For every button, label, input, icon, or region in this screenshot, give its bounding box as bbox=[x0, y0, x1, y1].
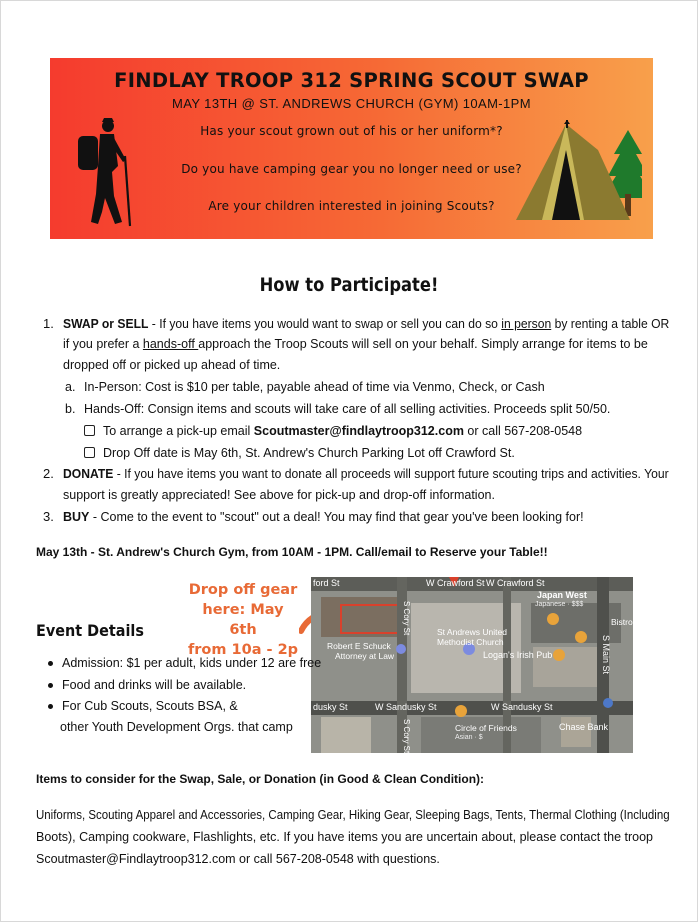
dropoff-text: Drop Off date is May 6th, St. Andrew's Church Parking Lot off Crawford St. bbox=[103, 446, 515, 460]
scoutmaster-email[interactable]: Scoutmaster@findlaytroop312.com bbox=[253, 424, 464, 438]
dropoff-line bbox=[84, 442, 515, 464]
map-label-crawford-2: W Crawford St bbox=[486, 578, 545, 588]
event-details-heading: Event Details bbox=[36, 621, 144, 640]
orgs-text: For Cub Scouts, Scouts BSA, & bbox=[62, 699, 238, 713]
event-date-line: May 13th - St. Andrew's Church Gym, from 10AM - 1PM. Call/email to Reserve your Table!! bbox=[36, 545, 548, 559]
item-3-text: - Come to the event to "scout" out a deal! You may find that gear you've been looking for! bbox=[89, 510, 584, 524]
subitem-b-text: Hands-Off: Consign items and scouts will take care of all selling activities. Proceeds split 50/50. bbox=[84, 402, 611, 416]
item-1-text-b: by renting a table OR bbox=[551, 317, 670, 331]
admission-text: Admission: $1 per adult, kids under 12 are free bbox=[62, 656, 322, 670]
item-2-line-1 bbox=[63, 463, 669, 485]
tent-icon bbox=[512, 120, 642, 228]
map-place-circle-type: Asian · $ bbox=[455, 734, 483, 741]
item-1-number: 1. bbox=[43, 316, 54, 331]
item-1-text-a: - If you have items you would want to swap or sell you can do so bbox=[148, 317, 502, 331]
bullet-orgs bbox=[49, 696, 238, 716]
map-place-bistro: Bistro bbox=[611, 617, 633, 627]
map-label-main-st: S Main St bbox=[601, 635, 611, 675]
location-map[interactable] bbox=[311, 577, 633, 753]
item-2-text: - If you have items you want to donate all proceeds will support future scouting trips and activities. Your bbox=[113, 467, 669, 481]
map-place-japan-west: Japan West bbox=[537, 590, 587, 600]
subitem-a-text: In-Person: Cost is $10 per table, payable ahead of time via Venmo, Check, or Cash bbox=[84, 380, 545, 394]
map-label-cory-st-2: S Cory St bbox=[402, 719, 411, 753]
map-place-logans: Logan's Irish Pub bbox=[483, 650, 553, 660]
item-3-line-1 bbox=[63, 506, 584, 528]
hiker-icon bbox=[68, 116, 138, 228]
pickup-text: To arrange a pick-up email bbox=[103, 424, 254, 438]
item-3-title: BUY bbox=[63, 510, 90, 524]
dropoff-checkbox[interactable] bbox=[84, 447, 95, 458]
map-label-sandusky-3: W Sandusky St bbox=[491, 702, 553, 712]
banner-question-gear: Do you have camping gear you no longer need or use? bbox=[181, 162, 522, 176]
how-to-participate-heading: How to Participate! bbox=[259, 274, 439, 296]
item-2-number: 2. bbox=[43, 466, 54, 481]
item-2-line-2: support is greatly appreciated! See above for pick-up and drop-off information. bbox=[63, 488, 495, 502]
map-label-cory-st-1: S Cory St bbox=[402, 601, 411, 636]
pickup-phone: or call 567-208-0548 bbox=[463, 424, 583, 438]
map-place-chase-bank: Chase Bank bbox=[559, 722, 609, 732]
map-place-japan-west-type: Japanese · $$$ bbox=[535, 601, 584, 608]
banner-question-joining: Are your children interested in joining Scouts? bbox=[208, 199, 495, 213]
map-label-sandusky-2: W Sandusky St bbox=[375, 702, 437, 712]
map-place-church-1: St Andrews United bbox=[437, 627, 507, 637]
banner-question-uniform: Has your scout grown out of his or her uniform*? bbox=[200, 124, 503, 138]
items-line-3: Scoutmaster@Findlaytroop312.com or call 567-208-0548 with questions. bbox=[36, 852, 440, 866]
item-1-line-3: dropped off or picked up ahead of time. bbox=[63, 358, 281, 372]
items-heading: Items to consider for the Swap, Sale, or Donation (in Good & Clean Condition): bbox=[36, 772, 485, 786]
map-place-church-2: Methodist Church bbox=[437, 637, 504, 647]
food-text: Food and drinks will be available. bbox=[62, 678, 247, 692]
map-label-crawford-1: W Crawford St bbox=[426, 578, 485, 588]
item-1-line-2 bbox=[63, 333, 648, 355]
bullet-orgs-continued: other Youth Development Orgs. that camp bbox=[60, 720, 293, 734]
bullet-food bbox=[49, 675, 246, 695]
map-label-ford-st: ford St bbox=[313, 578, 340, 588]
map-label-sandusky-1: dusky St bbox=[313, 702, 348, 712]
drop-note-line-1: Drop off gear bbox=[188, 582, 298, 598]
subitem-b-marker: b. bbox=[65, 402, 76, 416]
map-place-schuck-1: Robert E Schuck bbox=[327, 641, 391, 651]
hands-off-underlined: hands-off bbox=[142, 337, 199, 351]
banner-subtitle: MAY 13TH @ ST. ANDREWS CHURCH (GYM) 10AM-1PM bbox=[172, 96, 531, 111]
map-place-schuck-2: Attorney at Law bbox=[335, 651, 395, 661]
item-1-line-2-a: if you prefer a bbox=[63, 337, 143, 351]
drop-note-line-2: here: May 6th bbox=[202, 602, 284, 638]
drop-off-note bbox=[187, 580, 299, 660]
bullet-admission bbox=[49, 653, 321, 673]
item-1-title: SWAP or SELL bbox=[63, 317, 149, 331]
items-line-1: Uniforms, Scouting Apparel and Accessories, Camping Gear, Hiking Gear, Sleeping Bags, Tents, Thermal Clothing (Including bbox=[36, 808, 670, 822]
in-person-underlined: in person bbox=[501, 317, 552, 331]
item-1-line-2-b: approach the Troop Scouts will sell on your behalf. Simply arrange for items to be bbox=[198, 337, 648, 351]
drop-note-line-3: from 10a - 2p bbox=[187, 642, 299, 658]
item-2-title: DONATE bbox=[63, 467, 114, 481]
map-place-circle-of-friends: Circle of Friends bbox=[455, 723, 517, 733]
event-banner bbox=[50, 58, 653, 239]
items-line-2: Boots), Camping cookware, Flashlights, etc. If you have items you are uncertain about, please contact the troop bbox=[36, 830, 653, 844]
banner-title: FINDLAY TROOP 312 SPRING SCOUT SWAP bbox=[114, 69, 589, 92]
item-1-line-1 bbox=[63, 313, 669, 335]
subitem-a-marker: a. bbox=[65, 380, 76, 394]
pickup-line bbox=[84, 420, 582, 442]
pickup-checkbox[interactable] bbox=[84, 425, 95, 436]
item-3-number: 3. bbox=[43, 509, 54, 524]
